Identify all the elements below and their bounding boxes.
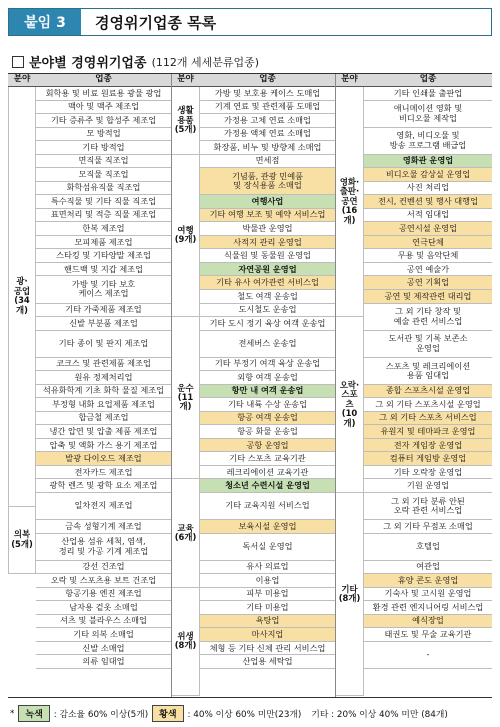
industry-cell: 가정용 액체 연료 소매업 xyxy=(200,128,335,142)
industry-cell: 서적 임대업 xyxy=(364,209,492,223)
industry-cell: 맥아 및 맥주 제조업 xyxy=(36,101,171,115)
industry-cell: 영화, 비디오물 및 방송 프로그램 배급업 xyxy=(364,128,492,155)
industry-cell: 공연 예술가 xyxy=(364,263,492,277)
legend-yellow-chip: 황색 xyxy=(152,705,183,722)
industry-cell: 스포츠 및 레크리에이션 용품 임대업 xyxy=(364,358,492,385)
industry-cell: 특수직물 및 기타 직물 직조업 xyxy=(36,195,171,209)
field-group-label: 오락· 스포츠 (10개) xyxy=(335,317,364,493)
industry-cell: 그 외 기타 무점포 소매업 xyxy=(364,520,492,534)
industry-cell: 모피제품 제조업 xyxy=(36,236,171,250)
industry-cell: 의류 임대업 xyxy=(36,655,171,669)
industry-cell: 그 외 기타 스포츠 서비스업 xyxy=(364,412,492,426)
industry-cell: 회학용 및 비료 원료용 광물 광업 xyxy=(36,87,171,101)
industry-cell: 전자카드 제조업 xyxy=(36,466,171,480)
industry-cell: 자연공원 운영업 xyxy=(200,263,335,277)
field-group-label: 광· 공업 (34개) xyxy=(8,87,36,507)
industry-cell: 항공기용 엔진 제조업 xyxy=(36,588,171,602)
industry-cell: 유사 의료업 xyxy=(200,561,335,575)
industry-cell: 이용업 xyxy=(200,574,335,588)
industry-cell: 기숙사 및 고시원 운영업 xyxy=(364,588,492,602)
industry-cell: 표면처리 및 적층 직물 제조업 xyxy=(36,209,171,223)
field-group-label: 의복 (5개) xyxy=(8,507,36,575)
industry-cell: 신발 소매업 xyxy=(36,642,171,656)
industry-cell: 기타 여행 보조 및 예약 서비스업 xyxy=(200,209,335,223)
industry-cell: 산업용 섬유 세척, 염색, 정리 및 가공 기계 제조업 xyxy=(36,534,171,561)
industry-cell: 한복 제조업 xyxy=(36,222,171,236)
industry-cell: 부정형 내화 요업제품 제조업 xyxy=(36,398,171,412)
field-group-label: 교육 (6개) xyxy=(171,479,200,587)
industry-cell: 도서관 및 기록 보존소 운영업 xyxy=(364,331,492,358)
industry-cell: 사적지 관리 운영업 xyxy=(200,236,335,250)
section-title: 분야별 경영위기업종 xyxy=(29,56,147,71)
header-field: 분야 xyxy=(171,74,200,87)
industry-cell: 유원지 및 테마파크 운영업 xyxy=(364,425,492,439)
industry-cell: 호텔업 xyxy=(364,534,492,561)
industry-cell: 전세버스 운송업 xyxy=(200,331,335,358)
industry-cell: 기타 종이 및 판지 제조업 xyxy=(36,331,171,358)
industry-cell: 셔츠 및 블라우스 소매업 xyxy=(36,615,171,629)
industry-cell: 그 외 기타 스포츠시설 운영업 xyxy=(364,398,492,412)
industry-cell: 화학섬유직물 직조업 xyxy=(36,182,171,196)
industry-cell: 공연 기획업 xyxy=(364,276,492,290)
industry-cell: 보육시설 운영업 xyxy=(200,520,335,534)
industry-cell: 일차전지 제조업 xyxy=(36,493,171,520)
industry-cell: 스타킹 및 기타양말 제조업 xyxy=(36,249,171,263)
industry-cell: 마사지업 xyxy=(200,628,335,642)
header-industry: 업종 xyxy=(364,74,492,87)
industry-cell: 애니메이션 영화 및 비디오물 제작업 xyxy=(364,101,492,128)
industry-cell: 그 외 기타 창작 및 예술 관련 서비스업 xyxy=(364,304,492,331)
industry-cell: 도시철도 운송업 xyxy=(200,304,335,318)
industry-cell: 욕탕업 xyxy=(200,615,335,629)
industry-cell: 체형 등 기타 신체 관리 서비스업 xyxy=(200,642,335,656)
industry-cell: 피부 미용업 xyxy=(200,588,335,602)
page-title: 경영위기업종 목록 xyxy=(95,13,217,32)
industry-cell: 화장품, 비누 및 방향제 소매업 xyxy=(200,141,335,155)
industry-cell: 면직물 직조업 xyxy=(36,155,171,169)
industry-cell: 사진 처리업 xyxy=(364,182,492,196)
industry-cell: 기타 인쇄물 출판업 xyxy=(364,87,492,101)
industry-cell: 모 방적업 xyxy=(36,128,171,142)
industry-cell: 원유 정제처리업 xyxy=(36,371,171,385)
legend xyxy=(10,705,448,722)
industry-cell: 기타 도시 정기 육상 여객 운송업 xyxy=(200,317,335,331)
industry-cell: 기타 가죽제품 제조업 xyxy=(36,304,171,318)
header-field: 분야 xyxy=(8,74,36,87)
industry-cell: 산업용 세탁업 xyxy=(200,655,335,669)
industry-cell: 여행사업 xyxy=(200,195,335,209)
industry-cell: 박물관 운영업 xyxy=(200,222,335,236)
industry-cell: 철도 여객 운송업 xyxy=(200,290,335,304)
industry-cell: 모직물 직조업 xyxy=(36,168,171,182)
industry-cell: 연극단체 xyxy=(364,236,492,250)
field-group-label: 여행 (9개) xyxy=(171,155,200,317)
industry-cell: 기계 연료 및 관련제품 도매업 xyxy=(200,101,335,115)
column-divider xyxy=(171,74,172,697)
header-industry: 업종 xyxy=(200,74,335,87)
title-bar xyxy=(8,8,492,36)
field-group-label: 생활 용품 (5개) xyxy=(171,87,200,155)
industry-cell: 신발 부분품 제조업 xyxy=(36,317,171,331)
industry-cell: 금속 성형기계 제조업 xyxy=(36,520,171,534)
legend-green-desc: : 감소율 60% 이상(5개) xyxy=(53,710,149,720)
legend-star: * xyxy=(10,708,15,719)
industry-cell: 비디오물 감상실 운영업 xyxy=(364,168,492,182)
industry-cell: 기타 교육지원 서비스업 xyxy=(200,493,335,520)
field-group-label: 위생 (8개) xyxy=(171,588,200,696)
industry-cell: 전시, 컨벤션 및 행사 대행업 xyxy=(364,195,492,209)
industry-cell: 기타 미용업 xyxy=(200,601,335,615)
industry-cell: - xyxy=(364,642,492,669)
industry-cell: 독서실 운영업 xyxy=(200,534,335,561)
column-divider xyxy=(335,74,336,697)
industry-cell: 항만 내 여객 운송업 xyxy=(200,385,335,399)
industry-cell: 압축 및 액화 가스 용기 제조업 xyxy=(36,439,171,453)
industry-cell: 기타 오락장 운영업 xyxy=(364,466,492,480)
industry-cell: 기념품, 관광 민예품 및 장식용품 소매업 xyxy=(200,168,335,195)
industry-cell: 강선 건조업 xyxy=(36,561,171,575)
industry-cell: 광학 렌즈 및 광학 요소 제조업 xyxy=(36,479,171,493)
industry-cell: 합금철 제조업 xyxy=(36,412,171,426)
industry-cell: 예식장업 xyxy=(364,615,492,629)
industry-cell: 가방 및 기타 보호 케이스 제조업 xyxy=(36,276,171,303)
checkbox-square-icon xyxy=(12,56,24,68)
industry-table xyxy=(8,73,492,698)
industry-cell: 공연 및 제작관련 대리업 xyxy=(364,290,492,304)
industry-cell: 항공 여객 운송업 xyxy=(200,412,335,426)
industry-cell: 오락 및 스포츠용 보트 건조업 xyxy=(36,574,171,588)
industry-cell: 기타 증류주 및 합성주 제조업 xyxy=(36,114,171,128)
header-industry: 업종 xyxy=(36,74,171,87)
industry-cell: 컴퓨터 게임방 운영업 xyxy=(364,452,492,466)
industry-cell: 태권도 및 무술 교육기관 xyxy=(364,628,492,642)
attachment-badge: 붙임 3 xyxy=(9,9,81,35)
industry-cell: 냉간 압연 및 압출 제품 제조업 xyxy=(36,425,171,439)
legend-other-desc: 기타 : 20% 이상 40% 미만 (84개) xyxy=(311,710,448,720)
industry-cell: 그 외 기타 분류 안된 오락 관련 서비스업 xyxy=(364,493,492,520)
industry-cell: 종합 스포츠시설 운영업 xyxy=(364,385,492,399)
industry-cell: 기원 운영업 xyxy=(364,479,492,493)
industry-cell: 기타 유사 여가관련 서비스업 xyxy=(200,276,335,290)
industry-cell: 가정용 고체 연료 소매업 xyxy=(200,114,335,128)
industry-cell: 핸드백 및 지갑 제조업 xyxy=(36,263,171,277)
industry-cell: 영화관 운영업 xyxy=(364,155,492,169)
industry-cell: 기타 부정기 여객 육상 운송업 xyxy=(200,358,335,372)
industry-cell: 항공 화물 운송업 xyxy=(200,425,335,439)
industry-cell: 가방 및 보호용 케이스 도매업 xyxy=(200,87,335,101)
industry-cell: 외항 여객 운송업 xyxy=(200,371,335,385)
legend-green-chip: 녹색 xyxy=(18,705,49,722)
industry-cell: 청소년 수련시설 운영업 xyxy=(200,479,335,493)
industry-cell: 공항 운영업 xyxy=(200,439,335,453)
field-group-label: 기타 (8개) xyxy=(335,493,364,696)
industry-cell: 면세점 xyxy=(200,155,335,169)
industry-cell: 기타 의복 소매업 xyxy=(36,628,171,642)
industry-cell: 레크리에이션 교육기관 xyxy=(200,466,335,480)
industry-cell: 석유화학계 기초 화학 물질 제조업 xyxy=(36,385,171,399)
section-note: (112개 세세분류업종) xyxy=(151,55,260,69)
industry-cell: 무용 및 음악단체 xyxy=(364,249,492,263)
industry-cell: 기타 방적업 xyxy=(36,141,171,155)
industry-cell: 발광 다이오드 제조업 xyxy=(36,452,171,466)
field-group-label: 운수 (11개) xyxy=(171,317,200,479)
industry-cell: 기타 스포츠 교육기관 xyxy=(200,452,335,466)
industry-cell: 휴양 콘도 운영업 xyxy=(364,574,492,588)
industry-cell: 공연시설 운영업 xyxy=(364,222,492,236)
industry-cell: 식물원 및 동물원 운영업 xyxy=(200,249,335,263)
industry-cell: 기타 내륙 수상 운송업 xyxy=(200,398,335,412)
industry-cell: 코크스 및 관련제품 제조업 xyxy=(36,358,171,372)
section-heading xyxy=(12,52,259,71)
legend-yellow-desc: : 40% 이상 60% 미만(23개) xyxy=(187,710,302,720)
header-field: 분야 xyxy=(335,74,364,87)
industry-cell: 여관업 xyxy=(364,561,492,575)
field-group-label: 영화· 출판· 공연 (16개) xyxy=(335,87,364,317)
industry-cell: 전자 게임장 운영업 xyxy=(364,439,492,453)
industry-cell: 남자용 겉옷 소매업 xyxy=(36,601,171,615)
industry-cell: 환경 관련 엔지니어링 서비스업 xyxy=(364,601,492,615)
